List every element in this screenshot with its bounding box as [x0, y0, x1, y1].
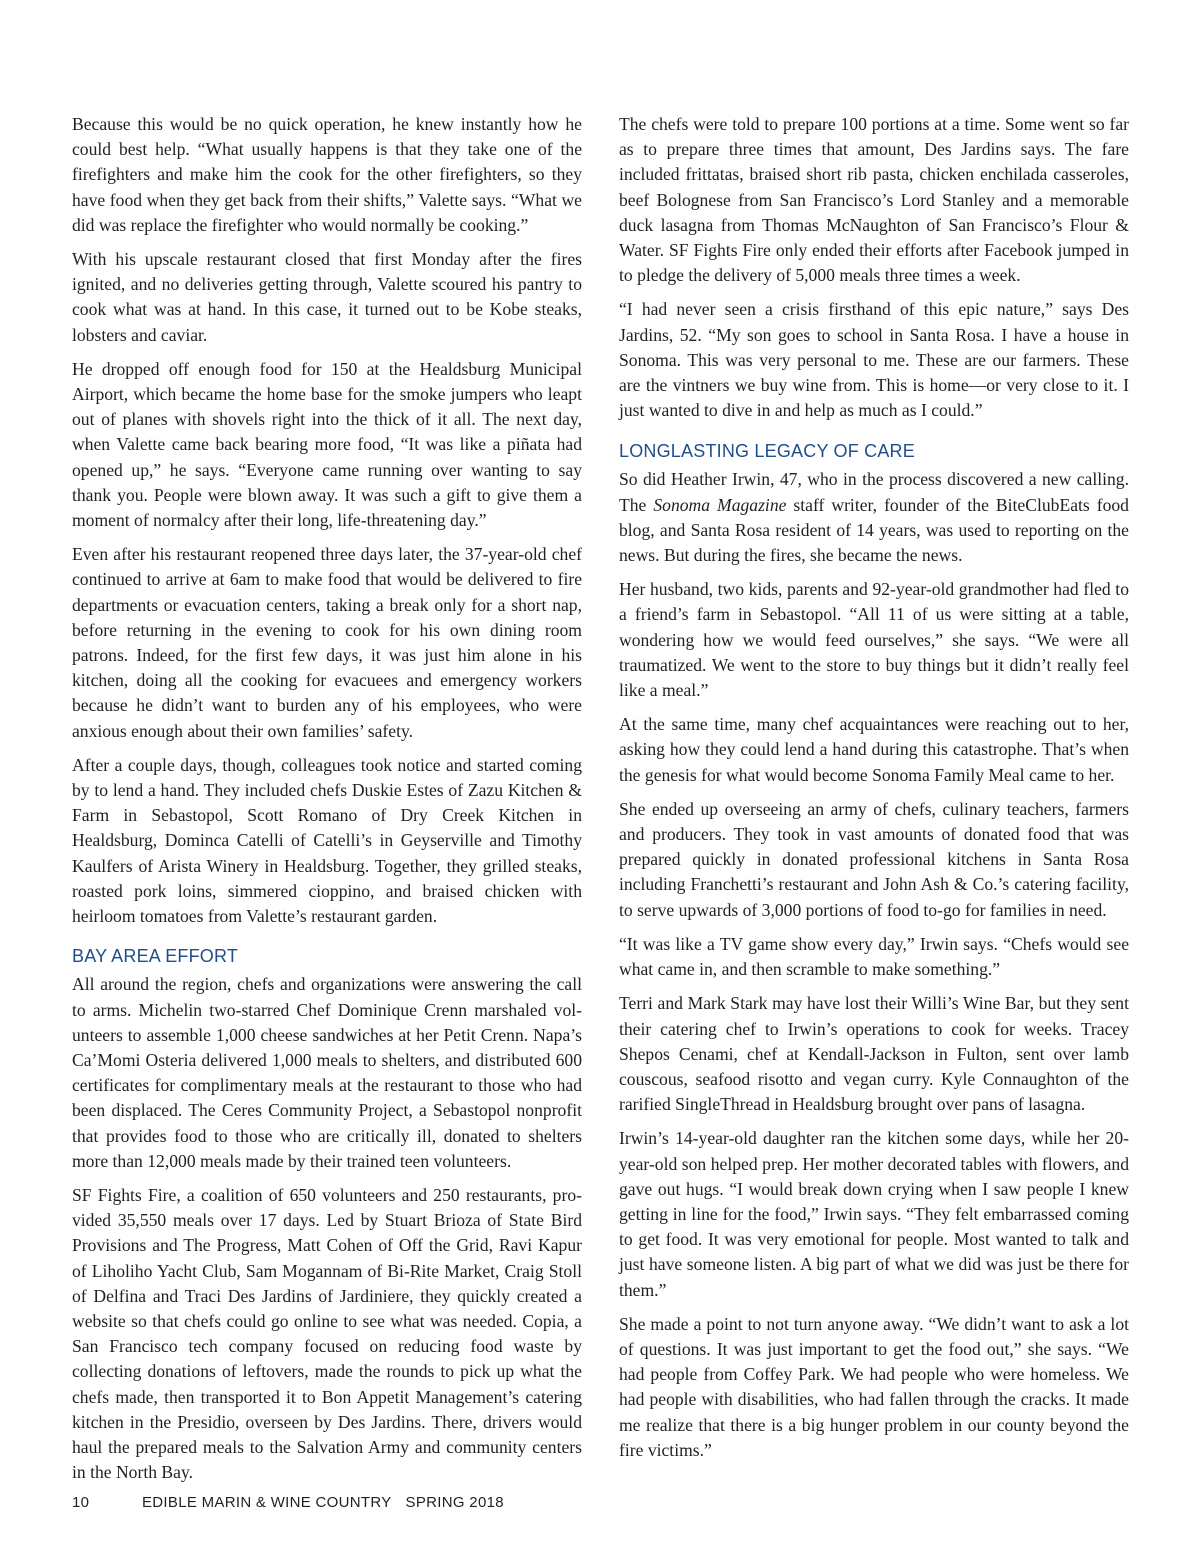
page-footer — [72, 1494, 504, 1511]
paragraph: Even after his restaurant reopened three days later, the 37-year-old chef continued to arrive at 6am to make food that would be delivered to fire departments or evacuation centers, taking a break only for a short nap, before returning in the evening to cook for his own dining room patrons. Indeed, for the first few days, it was just him alone in his kitchen, doing all the cooking for evacuees and emergency workers because he didn’t want to burden any of his employees, who were anxious enough about their own families’ safety. — [72, 544, 582, 741]
section-heading-longlasting-legacy: LONGLASTING LEGACY OF CARE — [619, 441, 915, 462]
paragraph: Irwin’s 14-year-old daughter ran the kitchen some days, while her 20-year-old son helped prep. Her mother decorated tables with flowers, and gave out hugs. “I would break down crying when I saw people I knew getting in line for the food,” Irwin says. “They felt embarrassed coming to get food. It was very emotional for people. Most wanted to talk and just have someone listen. A big part of what we did was just be there for them.” — [619, 1128, 1129, 1300]
section-heading-bay-area-effort: BAY AREA EFFORT — [72, 946, 239, 967]
paragraph: All around the region, chefs and organizations were answering the call to arms. Michelin two-starred Chef Dominique Crenn marshaled volunteers to assemble 1,000 cheese sandwiches at her Petit Crenn. Napa’s Ca’Momi Osteria delivered 1,000 meals to shelters, and distributed 600 certificates for complimentary meals at the restaurant to those who had been displaced. The Ceres Community Project, a Sebastopol nonprofit that provides food to those who are critically ill, donated to shelters more than 12,000 meals made by their trained teen volunteers. — [72, 974, 582, 1171]
paragraph: Terri and Mark Stark may have lost their Willi’s Wine Bar, but they sent their catering chef to Irwin’s operations to cook for weeks. Tracey Shepos Cenami, chef at Kendall-Jackson in Fulton, sent over lamb couscous, seafood risotto and vegan curry. Kyle Connaughton of the rarified SingleThread in Healdsburg brought over pans of lasagna. — [619, 993, 1129, 1115]
paragraph: He dropped off enough food for 150 at the Healdsburg Municipal Airport, which became the home base for the smoke jumpers who leapt out of planes with shovels right into the thick of it all. The next day, when Valette came back bearing more food, “It was like a piñata had opened up,” he says. “Everyone came running over wanting to say thank you. People were blown away. It was such a gift to give them a moment of normalcy after their long, life-threatening day.” — [72, 358, 582, 531]
paragraph-text: staff writer, founder of the BiteClubEats food blog, and Santa Rosa resident of 14 years, was used to reporting on the news. But during the fires, she became the news. — [619, 494, 1129, 566]
page-number: 10 — [72, 1494, 90, 1511]
paragraph: Because this would be no quick operation, he knew instantly how he could best help. “What usually happens is that they take one of the firefighters and make him the cook for the other firefighters, so they have food when they get back from their shifts,” Valette says. “What we did was replace the firefighter who would normally be cooking.” — [72, 114, 582, 235]
right-column — [619, 112, 1129, 1472]
paragraph: She ended up overseeing an army of chefs, culinary teachers, farmers and producers. They took in vast amounts of donated food that was prepared quickly in donated professional kitchens in Santa Rosa including Franchetti’s restaurant and John Ash & Co.’s catering facility, to serve upwards of 3,000 portions of food to-go for families in need. — [619, 798, 1129, 920]
magazine-title: Sonoma Magazine — [653, 494, 787, 515]
paragraph-text: So did Heather Irwin, 47, who in the process discovered a new calling. The — [619, 469, 1129, 515]
paragraph: SF Fights Fire, a coalition of 650 volunteers and 250 restaurants, provided 35,550 meals over 17 days. Led by Stuart Brioza of State Bird Provisions and The Progress, Matt Cohen of Off the Grid, Ravi Kapur of Liholiho Yacht Club, Sam Mogannam of Bi-Rite Market, Craig Stoll of Delfina and Traci Des Jardins of Jardiniere, they quickly created a website so that chefs could go online to see what was needed. Copia, a San Francisco tech company focused on reducing food waste by collecting donations of leftovers, made the rounds to pick up what the chefs made, then transported it to Bon Appetit Management’s catering kitchen in the Presidio, overseen by Des Jardins. There, drivers would haul the prepared meals to the Salvation Army and community centers in the North Bay. — [72, 1184, 582, 1483]
paragraph: The chefs were told to prepare 100 portions at a time. Some went so far as to prepare three times that amount, Des Jardins says. The fare included frittatas, braised short rib pasta, chicken enchilada casseroles, beef Bolognese from San Francisco’s Lord Stanley and a memorable duck lasagna from Thomas McNaughton of San Francisco’s Flour & Water. SF Fights Fire only ended their efforts after Facebook jumped in to pledge the delivery of 5,000 meals three times a week. — [619, 114, 1129, 286]
paragraph: Her husband, two kids, parents and 92-year-old grandmother had fled to a friend’s farm in Sebastopol. “All 11 of us were sitting at a table, wondering how we would feed ourselves,” she says. “We were all traumatized. We went to the store to buy things but it didn’t really feel like a meal.” — [619, 579, 1129, 701]
paragraph: “I had never seen a crisis firsthand of this epic nature,” says Des Jardins, 52. “My son goes to school in Santa Rosa. I have a house in Sonoma. This was very personal to me. These are our farmers. These are the vintners we buy wine from. This is home—or very close to it. I just wanted to dive in and help as much as I could.” — [619, 299, 1129, 421]
paragraph: After a couple days, though, colleagues took notice and started coming by to lend a hand. They included chefs Duskie Estes of Zazu Kitchen & Farm in Sebastopol, Scott Romano of Dry Creek Kitchen in Healdsburg, Dominca Catelli of Catelli’s in Geyserville and Timothy Kaulfers of Arista Winery in Healdsburg. Together, they grilled steaks, roasted pork loins, simmered cioppino, and braised chicken with heirloom tomatoes from Valette’s restaurant garden. — [72, 754, 582, 927]
issue-label: SPRING 2018 — [405, 1494, 504, 1511]
left-column — [72, 112, 582, 1494]
publication-name: EDIBLE MARIN & WINE COUNTRY — [142, 1494, 392, 1511]
paragraph: “It was like a TV game show every day,” Irwin says. “Chefs would see what came in, and then scramble to make something.” — [619, 933, 1129, 980]
paragraph: At the same time, many chef acquaintances were reaching out to her, asking how they could lend a hand during this catastrophe. That’s when the genesis for what would become Sonoma Family Meal came to her. — [619, 714, 1129, 785]
paragraph: With his upscale restaurant closed that first Monday after the fires ignited, and no deliveries getting through, Valette scoured his pantry to cook what was at hand. In this case, it turned out to be Kobe steaks, lobsters and caviar. — [72, 249, 582, 345]
paragraph: She made a point to not turn anyone away. “We didn’t want to ask a lot of questions. It was just important to get the food out,” she says. “We had people from Coffey Park. We had people who were homeless. We had people with disabilities, who had fallen through the cracks. It made me realize that there is a big hunger problem in our county beyond the fire victims.” — [619, 1313, 1129, 1460]
paragraph — [619, 467, 1129, 568]
